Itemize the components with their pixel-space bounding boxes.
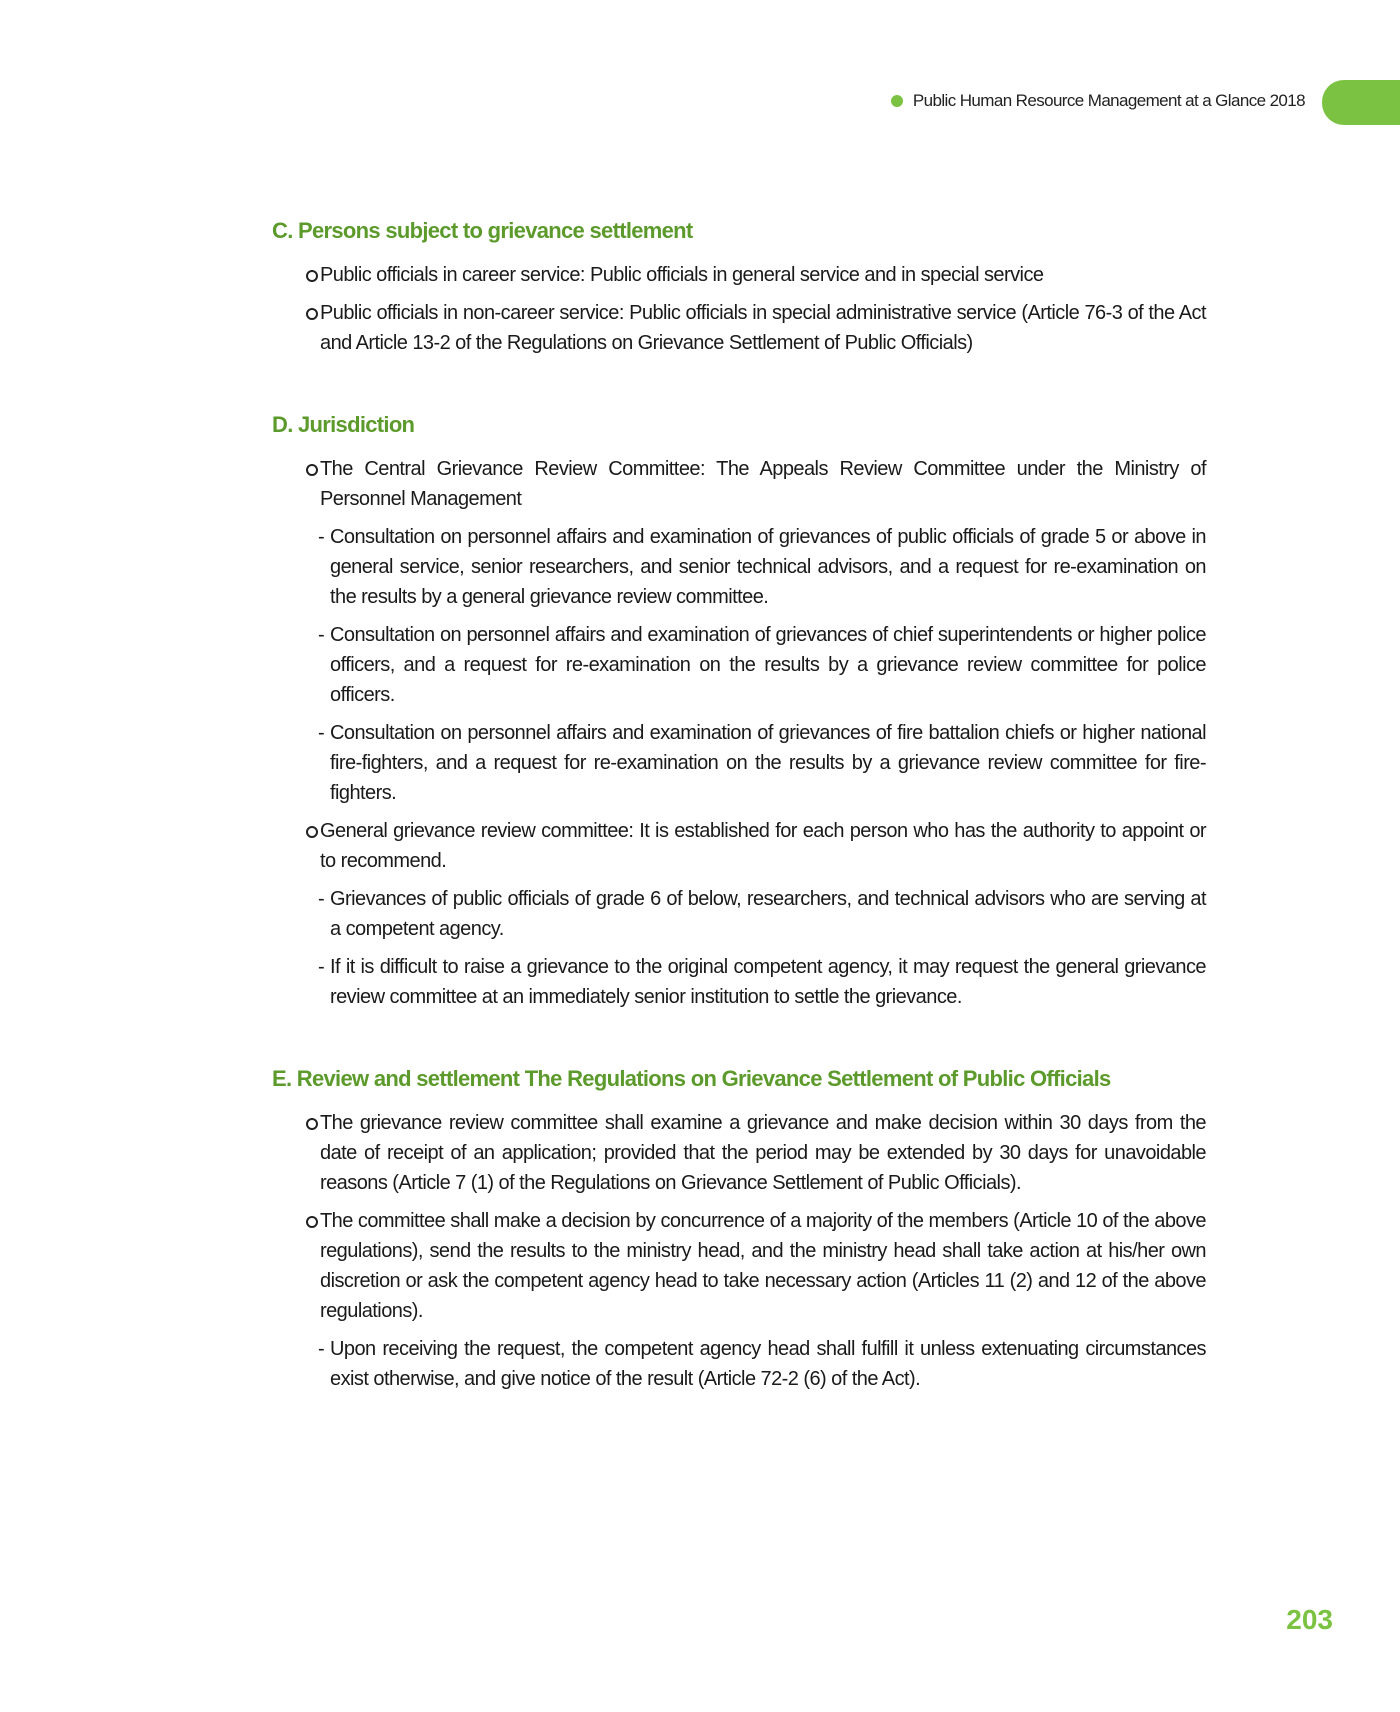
dash-bullet-icon: - [318,722,325,744]
circle-bullet-icon [306,308,318,320]
list-item: The grievance review committee shall examine a grievance and make decision within 30 days from the date of receipt of an application; provided that the period may be extended by 30 days for unavoidable reasons (Article 7 (1) of the Regulations on Grievance Settlement of Public Officials). [272,1108,1206,1198]
header-title: Public Human Resource Management at a Glance 2018 [912,91,1305,110]
dash-bullet-icon: - [318,624,325,646]
list-item: Public officials in non-career service: Public officials in special administrative service (Article 76-3 of the Act and Article 13-2 of the Regulations on Grievance Settlement of Public Officials) [272,298,1206,358]
section-heading: D. Jurisdiction [272,412,415,437]
section-c [272,218,1206,358]
sub-list-item: - Consultation on personnel affairs and examination of grievances of fire battalion chiefs or higher national fire-fighters, and a request for re-examination on the results by a grievance review committee for fire-fighters. [272,718,1206,808]
sub-list-item: - Consultation on personnel affairs and examination of grievances of chief superintendents or higher police officers, and a request for re-examination on the results by a grievance review committee for police officers. [272,620,1206,710]
dash-bullet-icon: - [318,956,325,978]
section-heading: E. Review and settlement The Regulations on Grievance Settlement of Public Officials [272,1066,1111,1091]
list-item: General grievance review committee: It is established for each person who has the authority to appoint or to recommend. [272,816,1206,876]
section-d [272,412,1206,1012]
dash-bullet-icon: - [318,526,325,548]
running-header [891,91,1305,111]
sub-list-item: - Upon receiving the request, the competent agency head shall fulfill it unless extenuating circumstances exist otherwise, and give notice of the result (Article 72-2 (6) of the Act). [272,1334,1206,1394]
header-dot-icon [891,95,903,107]
circle-bullet-icon [306,464,318,476]
section-e [272,1066,1206,1394]
dash-bullet-icon: - [318,888,325,910]
page-number: 203 [1286,1604,1333,1635]
list-item: The Central Grievance Review Committee: The Appeals Review Committee under the Ministry of Personnel Management [272,454,1206,514]
sub-list-item: - Grievances of public officials of grade 6 of below, researchers, and technical advisors who are serving at a competent agency. [272,884,1206,944]
circle-bullet-icon [306,1216,318,1228]
dash-bullet-icon: - [318,1338,325,1360]
list-item: The committee shall make a decision by concurrence of a majority of the members (Article 10 of the above regulations), send the results to the ministry head, and the ministry head shall take action at his/her own discretion or ask the competent agency head to take necessary action (Articles 11 (2) and 12 of the above regulations). [272,1206,1206,1326]
section-heading: C. Persons subject to grievance settlement [272,218,693,243]
header-tab [1322,80,1400,125]
circle-bullet-icon [306,826,318,838]
list-item: Public officials in career service: Public officials in general service and in special service [272,260,1206,290]
sub-list-item: - If it is difficult to raise a grievance to the original competent agency, it may request the general grievance review committee at an immediately senior institution to settle the grievance. [272,952,1206,1012]
circle-bullet-icon [306,1118,318,1130]
page-content [272,218,1206,1448]
sub-list-item: - Consultation on personnel affairs and examination of grievances of public officials of grade 5 or above in general service, senior researchers, and senior technical advisors, and a request for re-examination on the results by a general grievance review committee. [272,522,1206,612]
circle-bullet-icon [306,270,318,282]
